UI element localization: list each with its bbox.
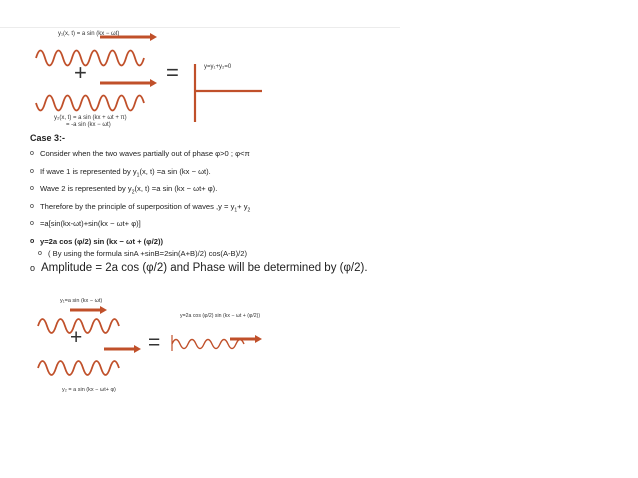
- top-wave1-graphic: [0, 0, 300, 135]
- bullet-item-result: o y=2a cos (φ/2) sin (kx − ωt + (φ/2)): [30, 236, 164, 246]
- top-wave2-curve: [36, 96, 144, 111]
- bullet-list: [30, 149, 390, 264]
- bullet-item: o Wave 2 is represented by $y_2(x$, t) =a sin (kx − ωt+ φ).: [30, 184, 218, 196]
- top-wave-figure: [0, 0, 300, 135]
- bullet-item: o If wave 1 is represented by $y_1(x$, t) =a sin (kx − ωt).: [30, 166, 211, 179]
- bottom-wave1-label: y₁=a sin (kx − ωt): [60, 298, 103, 304]
- top-wave1-label: y₁(x, t) = a sin (kx − ωt): [58, 31, 120, 37]
- bullet-icon: o: [30, 263, 36, 273]
- amplitude-statement: o Amplitude = 2a cos (φ/2) and Phase will be determined by (φ/2).: [30, 262, 368, 274]
- case-title: Case 3:-: [30, 133, 66, 143]
- top-wave2-label-line2: = -a sin (kx − ωt): [66, 122, 111, 128]
- bullet-icon: o: [30, 202, 34, 210]
- top-wave1-curve: [36, 51, 144, 66]
- bullet-icon: o: [30, 167, 34, 175]
- bullet-item: o Consider when the two waves partially out of phase φ>0 ; φ<π: [30, 149, 250, 158]
- bullet-item: o Therefore by the principle of superposition of waves $,y = y_1+ y_2$: [30, 201, 251, 214]
- top-result-label: y=y₁+y₂=0: [204, 64, 232, 70]
- bottom-wave2-curve: [38, 361, 119, 375]
- bottom-wave2-arrowhead: [134, 345, 141, 353]
- bullet-icon: o: [30, 150, 34, 157]
- bottom-wave1-arrowhead: [100, 306, 107, 314]
- bullet-subitem: o ( By using the formula sinA +sinB=2sin(A+B)/2) cos(A-B)/2): [38, 248, 247, 258]
- bottom-wave-figure: [0, 280, 300, 410]
- bottom-result-curve: [172, 340, 244, 349]
- bottom-wave2-label: y₂ = a sin (kx − ωt+ φ): [62, 387, 116, 393]
- top-wave2-arrowhead: [150, 79, 157, 87]
- top-equals-sign: =: [166, 60, 179, 85]
- bottom-result-label: y=2a cos (φ/2) sin (kx − ωt + (φ/2)): [180, 313, 261, 319]
- top-wave2-label-line1: y₂(x, t) = a sin (kx + ωt + π): [54, 115, 127, 121]
- top-wave1-arrowhead: [150, 33, 157, 41]
- bottom-plus-sign: +: [70, 326, 83, 349]
- bullet-icon: o: [30, 220, 34, 228]
- bullet-icon: o: [30, 185, 34, 193]
- bottom-result-arrowhead: [255, 335, 262, 343]
- bullet-item: o =a[sin(kx-ωt)+sin(kx − ωt+ φ)]: [30, 219, 141, 229]
- bullet-icon: o: [38, 249, 42, 257]
- bottom-equals-sign: =: [148, 331, 161, 354]
- bullet-icon: o: [30, 237, 35, 245]
- top-plus-sign: +: [74, 60, 87, 85]
